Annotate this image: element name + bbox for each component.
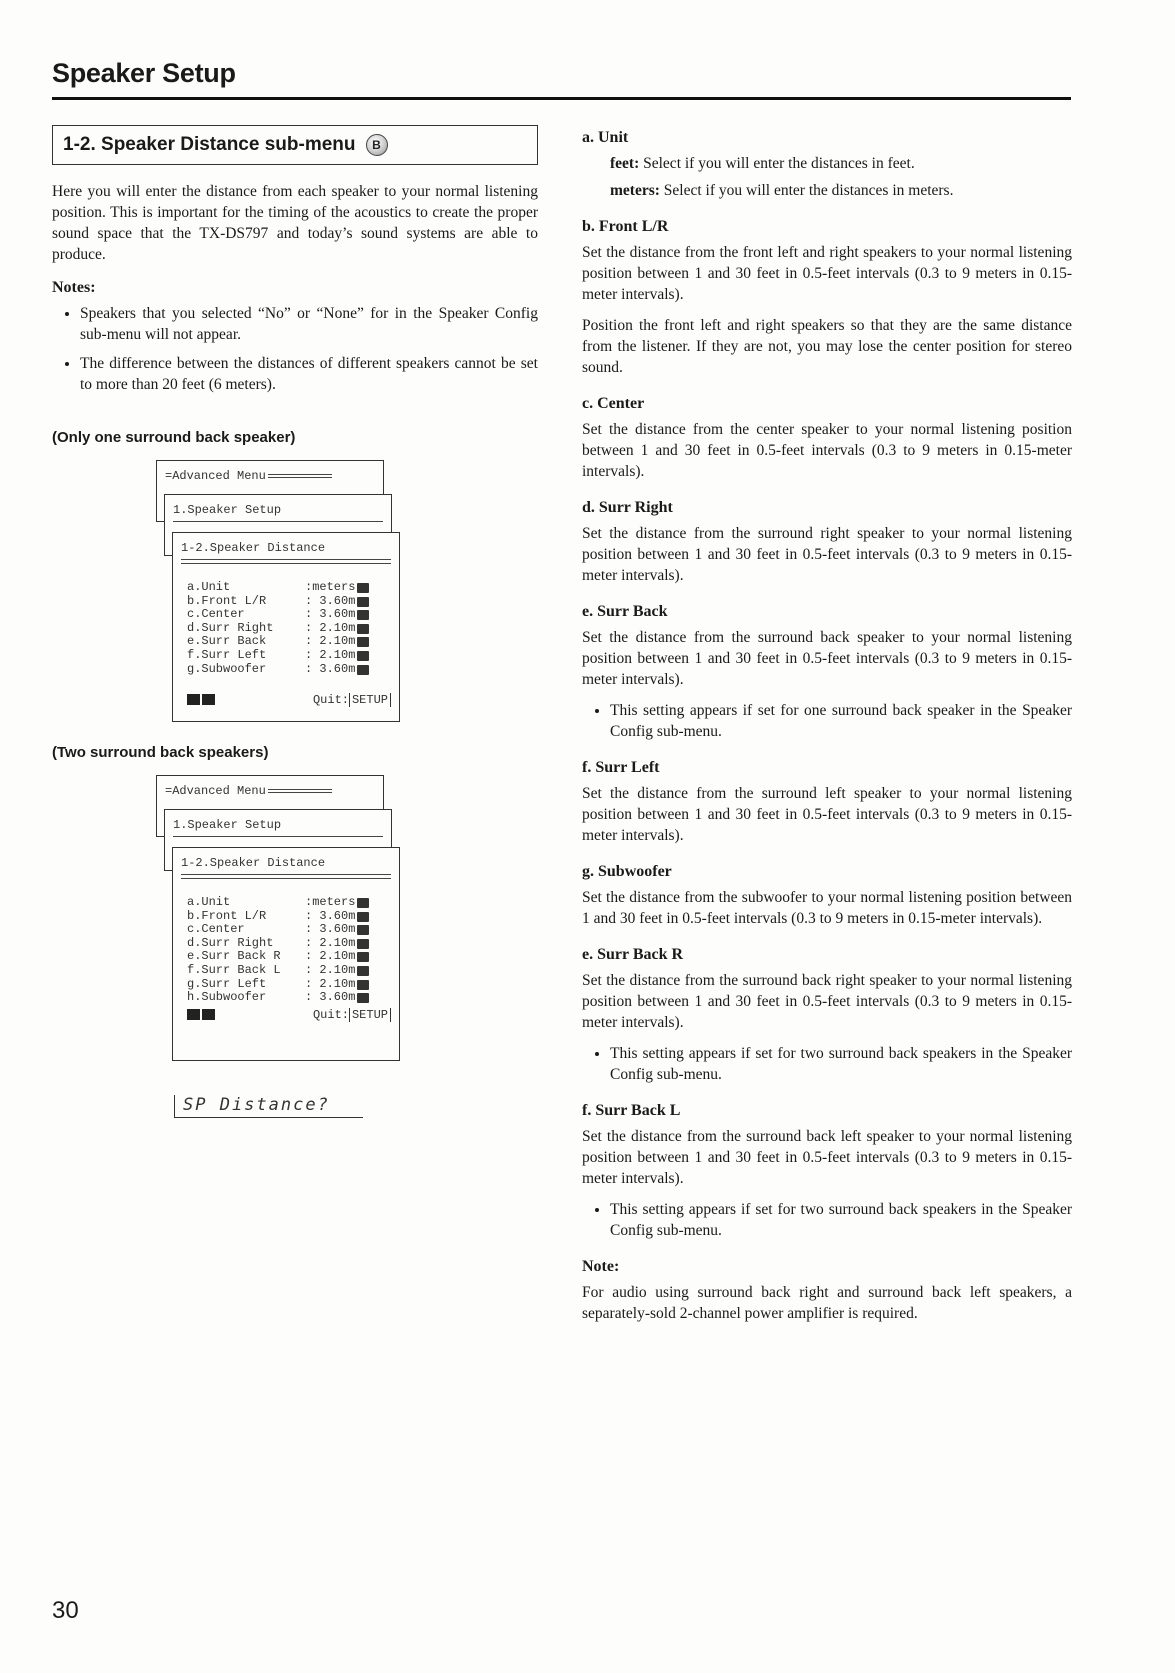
osd-rule (181, 874, 391, 875)
unit-feet-line (610, 153, 1072, 174)
osd-row-label: a.Unit (187, 580, 231, 594)
osd-row-label: e.Surr Back (187, 634, 267, 649)
osd-rule (181, 878, 391, 879)
one-back-heading: (Only one surround back speaker) (52, 429, 296, 446)
osd-row-label: f.Surr Back L (187, 962, 281, 977)
front-lr-text-2: Position the front left and right speakers so that they are the same distance from the listener. If they are not, you may lose the center position for stereo sound. (582, 317, 1072, 376)
adjust-arrows-icon (357, 952, 369, 962)
osd-screen-one-back (156, 460, 396, 722)
osd-row-value: :meters (305, 580, 356, 594)
osd-row-label: g.Surr Left (187, 976, 267, 991)
osd-sub-title: 1.Speaker Setup (173, 503, 282, 517)
front-lr-text: Set the distance from the front left and right speakers to your normal listening position between 1 and 30 feet in 0.5-feet intervals (0.3 to 9 meters in 0.15-meter intervals). (582, 244, 1072, 303)
osd-row (187, 622, 369, 636)
osd-row (187, 978, 369, 992)
osd-row-value: : 2.10m (305, 976, 356, 991)
meters-text: Select if you will enter the distances in meters. (663, 182, 954, 199)
osd-distance-panel (172, 847, 400, 1061)
osd-row (187, 896, 369, 910)
osd-footer (187, 1008, 391, 1022)
surr-left-text: Set the distance from the surround left speaker to your normal listening position between 1 and 30 feet in 0.5-feet intervals (0.3 to 9 meters in 0.15-meter intervals). (582, 785, 1072, 844)
osd-row-value: :meters (305, 895, 356, 909)
osd-row-value: : 2.10m (305, 634, 356, 649)
adjust-arrows-icon (357, 597, 369, 607)
meters-label: meters: (610, 182, 660, 199)
osd-row-value: : 2.10m (305, 949, 356, 964)
up-down-keys-icon (187, 1008, 215, 1022)
adjust-arrows-icon (357, 939, 369, 949)
osd-row (187, 663, 369, 677)
osd-row-label: d.Surr Right (187, 620, 274, 635)
osd-row-value: : 3.60m (305, 593, 356, 608)
osd-row-value: : 3.60m (305, 922, 356, 937)
osd-menu-title: =Advanced Menu (165, 784, 332, 798)
note-label: Note: (582, 1258, 620, 1275)
osd-row (187, 608, 369, 622)
notes-label: Notes: (52, 279, 96, 296)
osd-row-value: : 2.10m (305, 962, 356, 977)
osd-row (187, 635, 369, 649)
intro-paragraph: Here you will enter the distance from each speaker to your normal listening position. This is important for the timing of the acoustics to create the proper sound space that the TX-DS797 and today’s sound systems are able to produce. (52, 183, 538, 263)
surr-back-l-heading: f. Surr Back L (582, 1102, 681, 1119)
adjust-arrows-icon (357, 912, 369, 922)
osd-rule (181, 563, 391, 564)
osd-screen-title: 1-2.Speaker Distance (181, 856, 326, 870)
osd-row (187, 923, 369, 937)
osd-row-value: : 3.60m (305, 607, 356, 622)
osd-footer (187, 693, 391, 707)
adjust-arrows-icon (357, 993, 369, 1003)
center-text: Set the distance from the center speaker to your normal listening position between 1 and 30 feet in 0.5-feet intervals (0.3 to 9 meters in 0.15-meter intervals). (582, 421, 1072, 480)
section-title: 1-2. Speaker Distance sub-menu (63, 134, 356, 155)
osd-row (187, 991, 369, 1005)
osd-sub-title: 1.Speaker Setup (173, 818, 282, 832)
osd-row-label: h.Subwoofer (187, 990, 267, 1005)
osd-row-value: : 2.10m (305, 620, 356, 635)
osd-row-label: c.Center (187, 922, 245, 937)
surr-back-heading: e. Surr Back (582, 603, 668, 620)
osd-screen-title: 1-2.Speaker Distance (181, 541, 326, 555)
osd-row-value: : 3.60m (305, 661, 356, 676)
osd-row-label: g.Subwoofer (187, 661, 267, 676)
adjust-arrows-icon (357, 624, 369, 634)
surr-back-r-bullets (582, 1043, 1072, 1085)
surr-back-r-text: Set the distance from the surround back right speaker to your normal listening position between 1 and 30 feet in 0.5-feet intervals (0.3 to 9 meters in 0.15-meter intervals). (582, 972, 1072, 1031)
osd-screen-two-back (156, 775, 396, 1063)
surr-back-bullets (582, 700, 1072, 742)
osd-row-value: : 3.60m (305, 908, 356, 923)
surr-back-l-bullets (582, 1199, 1072, 1241)
page-number: 30 (52, 1597, 79, 1624)
adjust-arrows-icon (357, 637, 369, 647)
osd-rows (187, 581, 369, 676)
surr-left-heading: f. Surr Left (582, 759, 660, 776)
adjust-arrows-icon (357, 651, 369, 661)
center-heading: c. Center (582, 395, 645, 412)
osd-setup-button-label: SETUP (349, 693, 391, 707)
osd-row-label: c.Center (187, 607, 245, 622)
page-title: Speaker Setup (52, 58, 236, 88)
osd-row-value: : 2.10m (305, 647, 356, 662)
osd-row (187, 950, 369, 964)
unit-heading: a. Unit (582, 129, 629, 146)
surr-back-l-text: Set the distance from the surround back left speaker to your normal listening position between 1 and 30 feet in 0.5-feet intervals (0.3 to 9 meters in 0.15-meter intervals). (582, 1128, 1072, 1187)
up-down-keys-icon (187, 693, 215, 707)
osd-rule (173, 836, 383, 837)
remote-button-icon: B (366, 134, 388, 156)
surr-back-l-bullet: • This setting appears if set for two surround back speakers in the Speaker Config sub-menu. (610, 1199, 1072, 1241)
osd-row-value: : 2.10m (305, 935, 356, 950)
osd-setup-button-label: SETUP (349, 1008, 391, 1022)
osd-row (187, 964, 369, 978)
subwoofer-heading: g. Subwoofer (582, 863, 672, 880)
osd-rule (181, 559, 391, 560)
surr-back-bullet: • This setting appears if set for one surround back speaker in the Speaker Config sub-menu. (610, 700, 1072, 742)
adjust-arrows-icon (357, 583, 369, 593)
page-header (52, 58, 1071, 100)
front-panel-display: SP Distance? (174, 1095, 363, 1118)
osd-row (187, 595, 369, 609)
osd-row-value: : 3.60m (305, 990, 356, 1005)
feet-label: feet: (610, 155, 640, 172)
feet-text: Select if you will enter the distances in feet. (643, 155, 915, 172)
osd-quit (313, 1008, 391, 1022)
osd-distance-panel (172, 532, 400, 722)
adjust-arrows-icon (357, 898, 369, 908)
unit-meters-line (610, 180, 1072, 201)
front-lr-heading: b. Front L/R (582, 218, 669, 235)
osd-row-label: b.Front L/R (187, 908, 267, 923)
osd-quit-label: Quit: (312, 693, 349, 707)
surr-right-heading: d. Surr Right (582, 499, 673, 516)
osd-row-label: e.Surr Back R (187, 949, 281, 964)
osd-quit-label: Quit: (312, 1008, 349, 1022)
left-column (52, 125, 538, 1118)
notes-list (52, 303, 538, 395)
adjust-arrows-icon (357, 665, 369, 675)
osd-row-label: b.Front L/R (187, 593, 267, 608)
osd-quit (313, 693, 391, 707)
section-title-box (52, 125, 538, 165)
osd-row-label: f.Surr Left (187, 647, 267, 662)
osd-rule (173, 521, 383, 522)
osd-row (187, 581, 369, 595)
adjust-arrows-icon (357, 925, 369, 935)
osd-row (187, 649, 369, 663)
right-column (582, 128, 1072, 1334)
adjust-arrows-icon (357, 980, 369, 990)
two-back-heading: (Two surround back speakers) (52, 744, 269, 761)
adjust-arrows-icon (357, 966, 369, 976)
osd-row (187, 910, 369, 924)
subwoofer-text: Set the distance from the subwoofer to your normal listening position between 1 and 30 feet in 0.5-feet intervals (0.3 to 9 meters in 0.15-meter intervals). (582, 889, 1072, 927)
osd-row-label: d.Surr Right (187, 935, 274, 950)
note-text: For audio using surround back right and surround back left speakers, a separately-sold 2-channel power amplifier is required. (582, 1284, 1072, 1322)
surr-right-text: Set the distance from the surround right speaker to your normal listening position between 1 and 30 feet in 0.5-feet intervals (0.3 to 9 meters in 0.15-meter intervals). (582, 525, 1072, 584)
osd-rows (187, 896, 369, 1005)
surr-back-text: Set the distance from the surround back speaker to your normal listening position between 1 and 30 feet in 0.5-feet intervals (0.3 to 9 meters in 0.15-meter intervals). (582, 629, 1072, 688)
note-item: • Speakers that you selected “No” or “None” for in the Speaker Config sub-menu will not appear. (80, 303, 538, 345)
adjust-arrows-icon (357, 610, 369, 620)
surr-back-r-bullet: • This setting appears if set for two surround back speakers in the Speaker Config sub-menu. (610, 1043, 1072, 1085)
osd-row (187, 937, 369, 951)
note-item: • The difference between the distances of different speakers cannot be set to more than 20 feet (6 meters). (80, 353, 538, 395)
osd-menu-title: =Advanced Menu (165, 469, 332, 483)
surr-back-r-heading: e. Surr Back R (582, 946, 684, 963)
osd-row-label: a.Unit (187, 895, 231, 909)
